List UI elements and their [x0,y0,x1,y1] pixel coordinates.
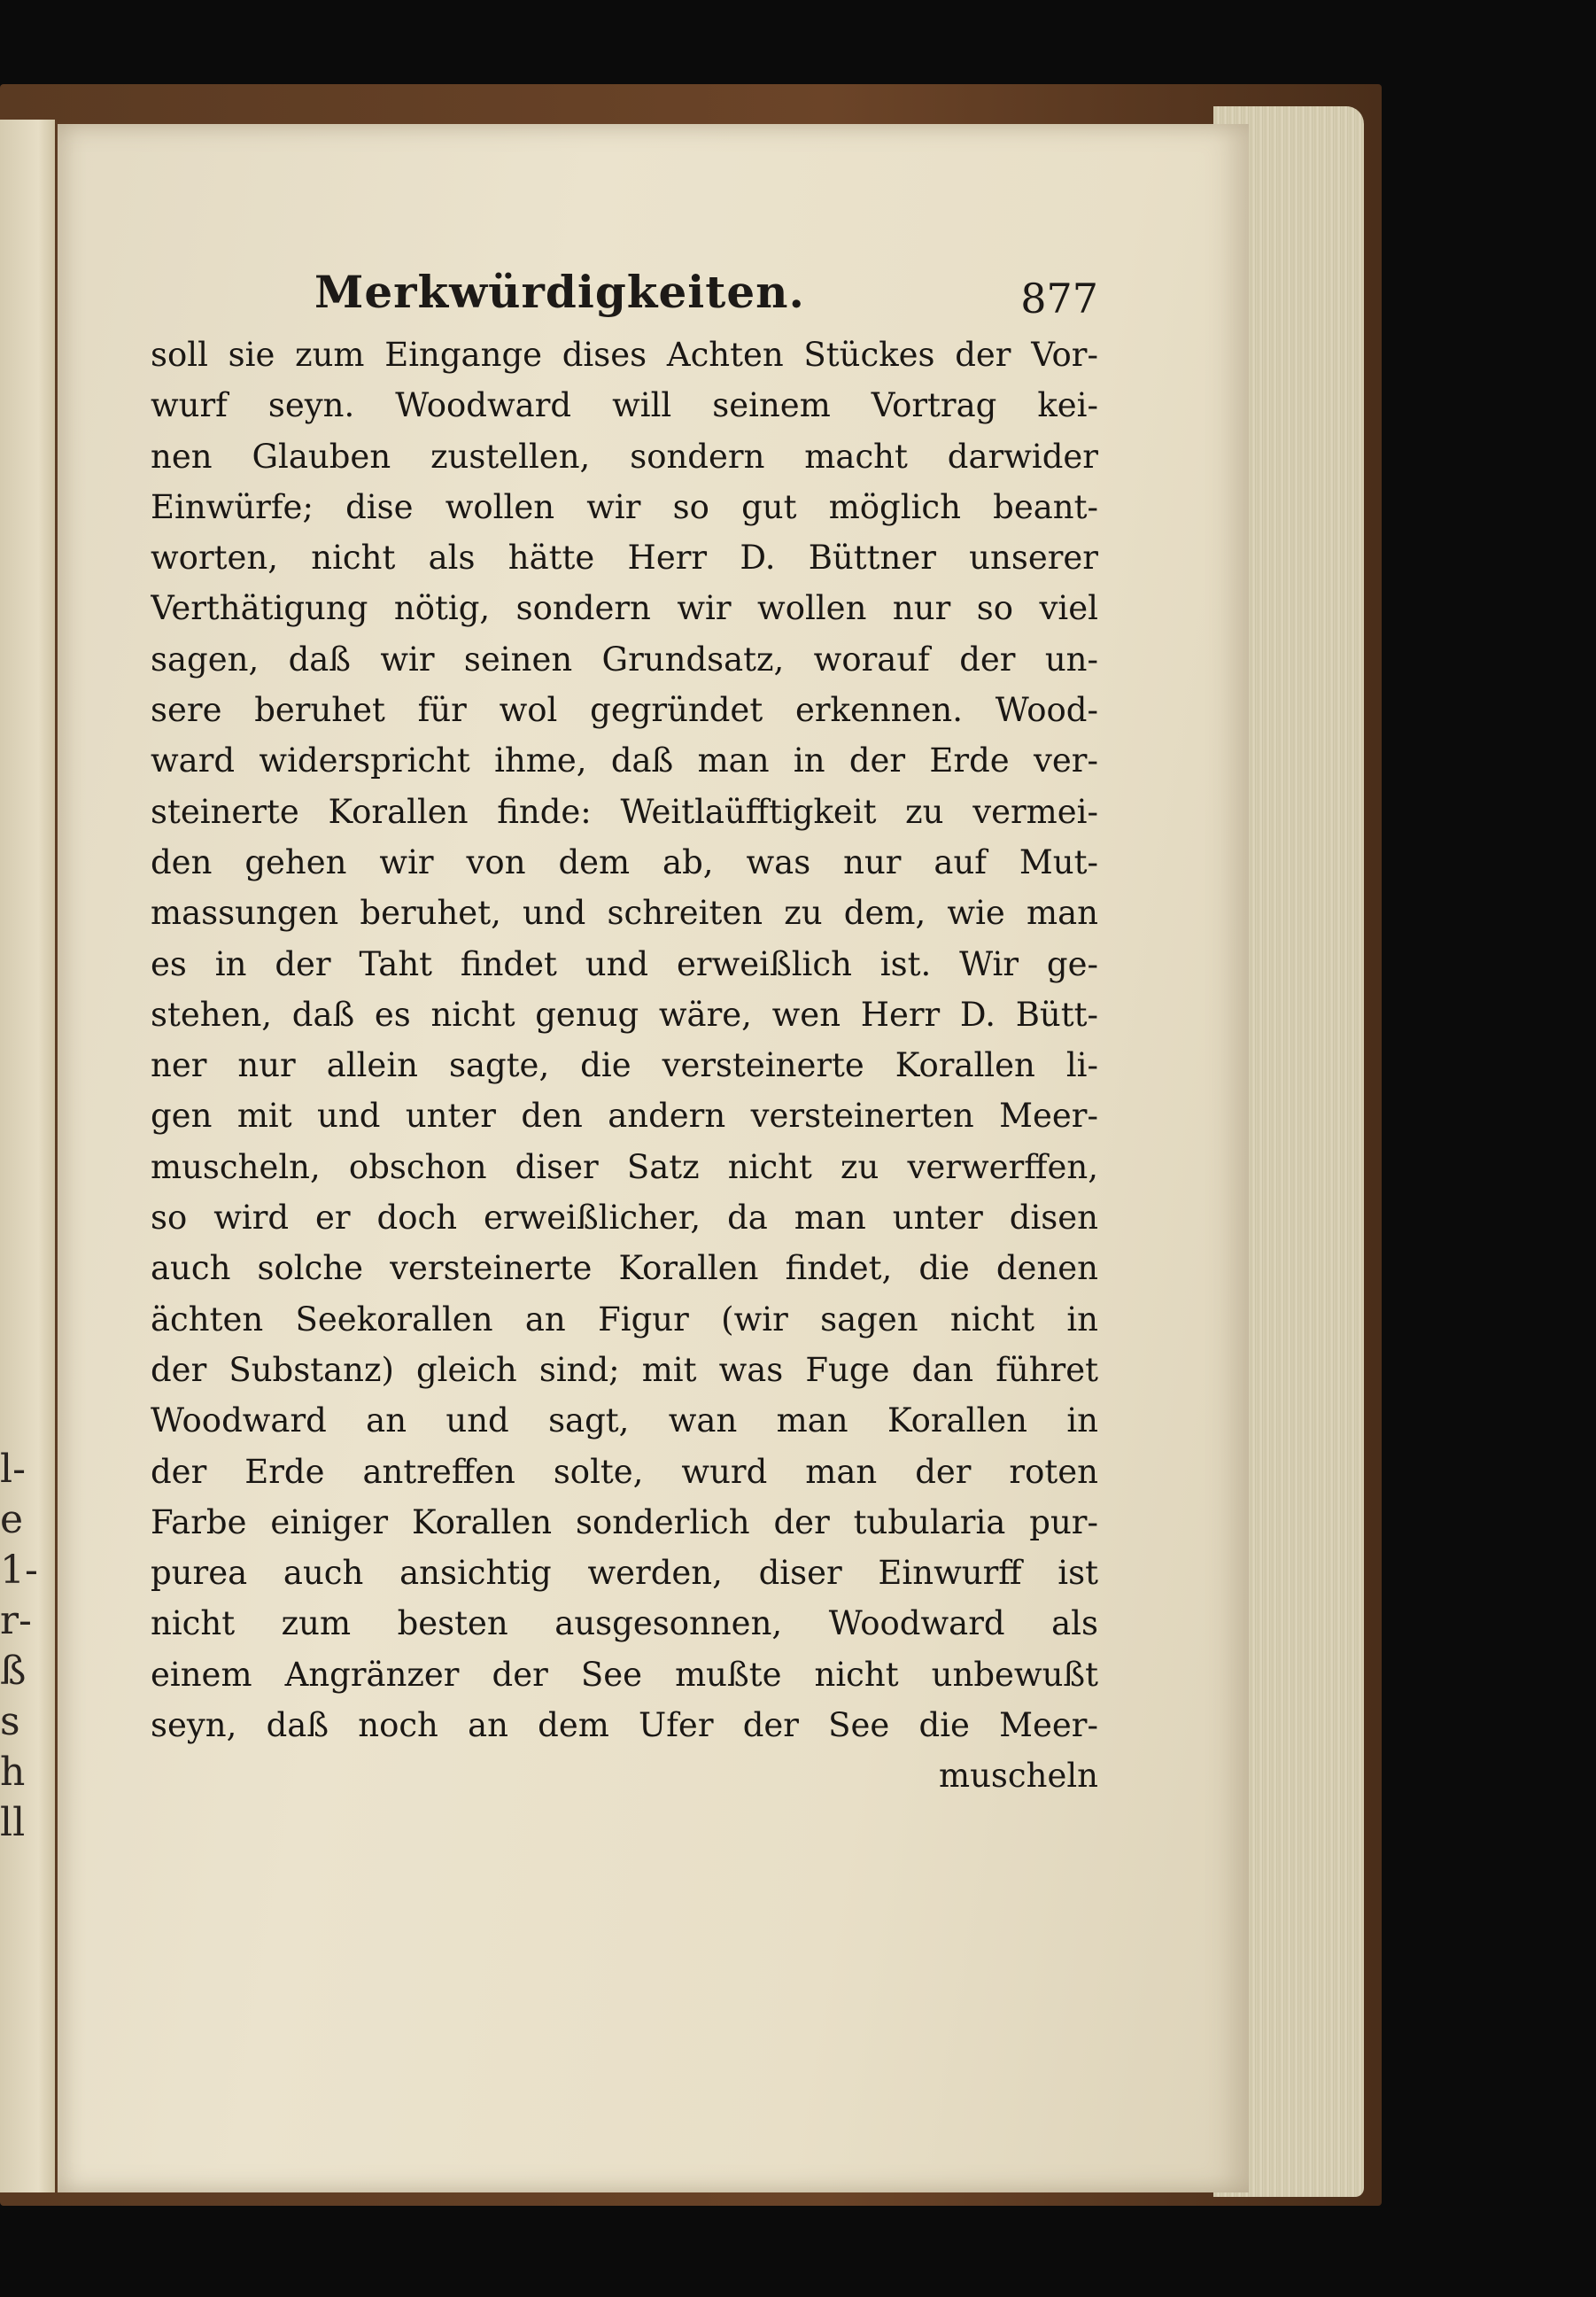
text-line: sagen, daß wir seinen Grundsatz, worauf der un- [151,640,1098,679]
text-line: purea auch ansichtig werden, diser Einwurff ist [151,1554,1098,1593]
text-line: der Substanz) gleich sind; mit was Fuge dan führet [151,1350,1098,1389]
text-line: steinerte Korallen finde: Weitlaüfftigkeit zu vermei- [151,792,1098,831]
margin-fragment: r- [0,1598,32,1643]
text-line: massungen beruhet, und schreiten zu dem, wie man [151,894,1098,933]
text-line: stehen, daß es nicht genug wäre, wen Herr D. Bütt- [151,995,1098,1034]
right-page [58,124,1249,2192]
text-line: den gehen wir von dem ab, was nur auf Mut- [151,842,1098,881]
margin-fragment: ll [0,1800,26,1845]
text-line: nicht zum besten ausgesonnen, Woodward als [151,1604,1098,1643]
body-text [151,330,1098,1802]
text-line: Farbe einiger Korallen sonderlich der tubularia pur- [151,1502,1098,1541]
page-header [314,266,1112,337]
text-line: seyn, daß noch an dem Ufer der See die Meer- [151,1706,1098,1745]
margin-fragment: l- [0,1447,26,1492]
text-line: nen Glauben zustellen, sondern macht darwider [151,437,1098,476]
text-line: Woodward an und sagt, wan man Korallen in [151,1401,1098,1440]
text-line: es in der Taht findet und erweißlich ist. Wir ge- [151,944,1098,983]
margin-fragment: 1- [0,1548,38,1593]
margin-fragment: h [0,1750,26,1795]
text-line: Einwürfe; dise wollen wir so gut möglich beant- [151,487,1098,526]
text-line: gen mit und unter den andern versteinerten Meer- [151,1097,1098,1136]
page-number: 877 [1020,275,1098,322]
left-page-margin-text [0,1444,53,1848]
text-line: muscheln, obschon diser Satz nicht zu verwerffen, [151,1147,1098,1186]
text-line: Verthätigung nötig, sondern wir wollen nur so viel [151,589,1098,628]
text-line: der Erde antreffen solte, wurd man der roten [151,1452,1098,1491]
text-line: so wird er doch erweißlicher, da man unter disen [151,1199,1098,1238]
running-title: Merkwürdigkeiten. [314,266,805,318]
left-page-edge [0,120,55,2192]
text-line: einem Angränzer der See mußte nicht unbewußt [151,1655,1098,1694]
text-line: ner nur allein sagte, die versteinerte Korallen li- [151,1046,1098,1085]
text-line: worten, nicht als hätte Herr D. Büttner unserer [151,539,1098,578]
margin-fragment: ß [0,1649,27,1694]
margin-fragment: s [0,1699,20,1744]
catchword: muscheln [938,1757,1098,1796]
margin-fragment: e [0,1497,24,1542]
text-line: ächten Seekorallen an Figur (wir sagen nicht in [151,1300,1098,1339]
text-line: sere beruhet für wol gegründet erkennen. Wood- [151,691,1098,730]
text-line: auch solche versteinerte Korallen findet, die denen [151,1249,1098,1288]
text-line: wurf seyn. Woodward will seinem Vortrag kei- [151,386,1098,425]
text-line: ward widerspricht ihme, daß man in der Erde ver- [151,741,1098,780]
text-line: soll sie zum Eingange dises Achten Stückes der Vor- [151,336,1098,374]
